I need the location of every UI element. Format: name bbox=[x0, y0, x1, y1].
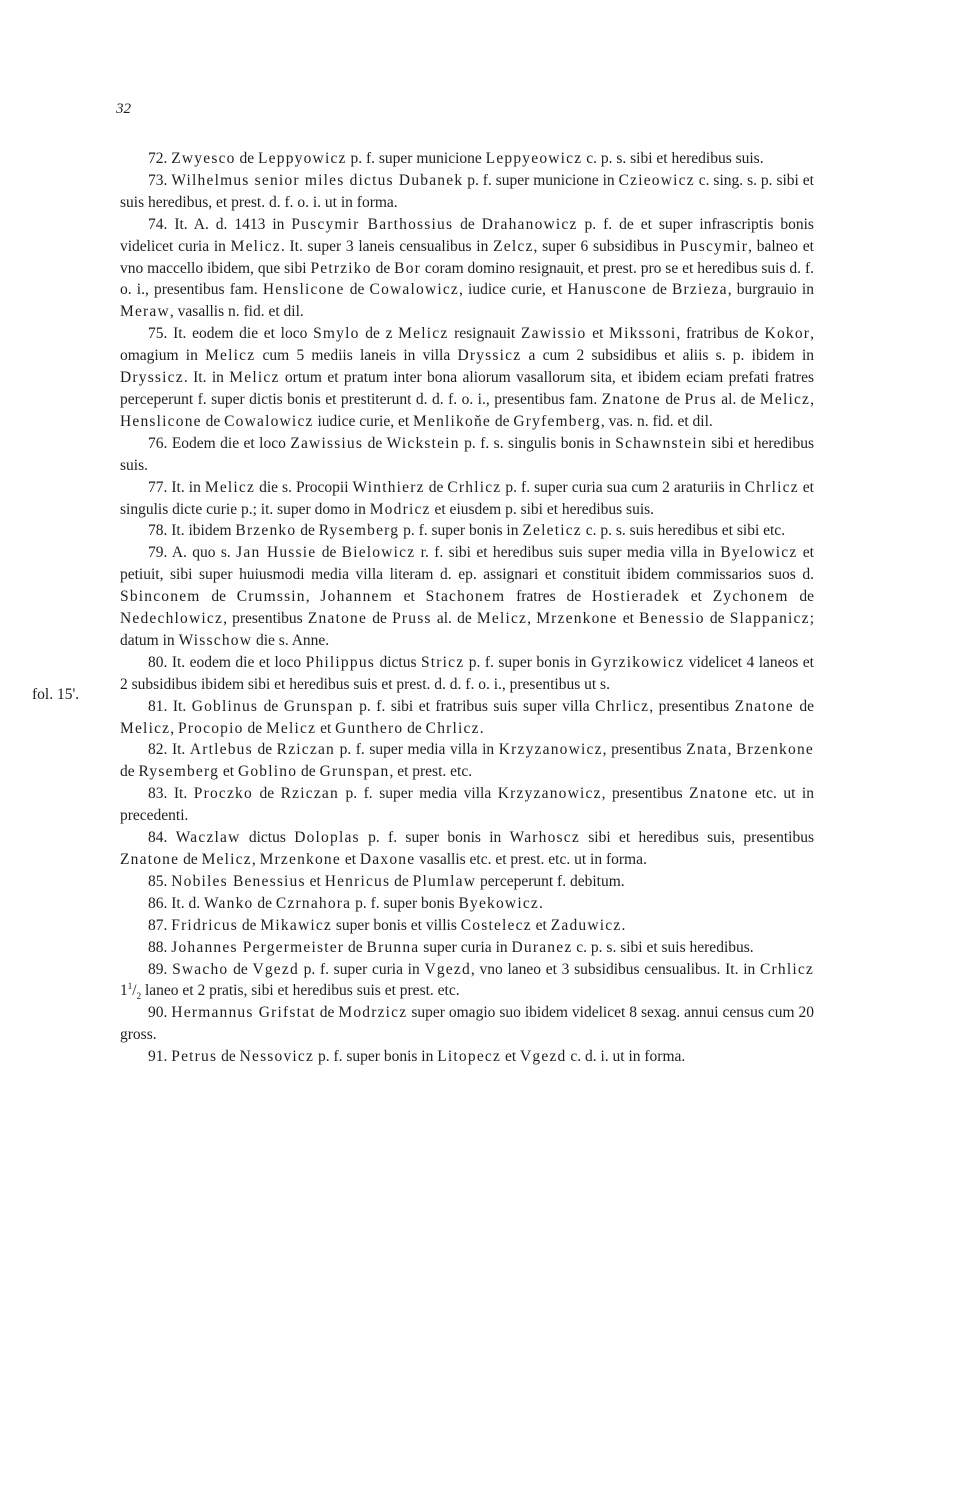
text-run: de bbox=[403, 719, 426, 737]
text-run: super curia in bbox=[419, 938, 512, 956]
text-run: p. f. super bonis in bbox=[359, 829, 510, 847]
text-run: , et prest. etc. bbox=[389, 763, 473, 781]
text-run: de bbox=[647, 281, 673, 299]
proper-name: Henslicone bbox=[262, 281, 345, 299]
proper-name: Leppyowicz bbox=[258, 150, 347, 167]
proper-name: Henslicone bbox=[120, 412, 202, 430]
proper-name: Zeleticz bbox=[522, 522, 582, 540]
text-run: ortum et pratum inter bona aliorum vasallorum sita, et ibidem eciam prefati fratres perceperunt f. super dictis bonis et prestiterunt d. d. f. o. i., presentibus fam. bbox=[120, 369, 814, 408]
proper-name: Byekowicz bbox=[458, 894, 539, 912]
proper-name: Wilhelmus senior miles dictus Dubanek bbox=[171, 171, 464, 189]
text-run: de bbox=[363, 434, 387, 452]
text-run: p. f. super municione bbox=[346, 150, 486, 167]
entry-paragraph bbox=[120, 148, 814, 170]
text-run: p. f. super municione in bbox=[463, 171, 619, 189]
proper-name: Melicz bbox=[120, 719, 171, 737]
text-run: die s. Anne. bbox=[252, 631, 330, 649]
proper-name: Melicz bbox=[476, 610, 528, 628]
text-run: p. f. super curia sua cum 2 araturiis in bbox=[501, 478, 745, 496]
text-run: 87. bbox=[148, 916, 172, 934]
text-run: 90. bbox=[148, 1004, 172, 1022]
proper-name: Schawnstein bbox=[615, 434, 707, 452]
proper-name: Mrzenkone bbox=[536, 610, 618, 628]
proper-name: Crhlicz bbox=[447, 478, 502, 496]
proper-name: Wickstein bbox=[386, 434, 460, 452]
proper-name: Melicz bbox=[398, 325, 449, 343]
entry-paragraph bbox=[120, 214, 814, 324]
text-run: , bbox=[251, 851, 260, 868]
text-run: super bonis et villis bbox=[332, 916, 461, 934]
entry-paragraph bbox=[120, 652, 814, 696]
proper-name: Costelecz bbox=[460, 916, 532, 934]
proper-name: Brzieza bbox=[672, 281, 728, 299]
proper-name: Benessio bbox=[639, 610, 705, 628]
proper-name: Doloplas bbox=[294, 829, 360, 847]
proper-name: Vgezd bbox=[424, 960, 471, 978]
text-run: et bbox=[501, 1048, 521, 1066]
text-run: de bbox=[491, 412, 514, 430]
text-run: de bbox=[217, 1048, 240, 1066]
proper-name: Chrlicz bbox=[595, 697, 650, 715]
proper-name: Procopio bbox=[177, 719, 244, 737]
proper-name: Melicz bbox=[229, 369, 280, 387]
proper-name: Plumlaw bbox=[412, 872, 477, 890]
proper-name: Znatone bbox=[689, 785, 749, 803]
text-run: sibi et heredibus suis, presentibus bbox=[579, 829, 815, 847]
text-run: 88. bbox=[148, 938, 172, 956]
proper-name: Mikawicz bbox=[260, 916, 332, 934]
proper-name: Menlikoňe bbox=[413, 412, 491, 430]
text-run: de bbox=[424, 478, 448, 496]
proper-name: Melicz bbox=[759, 390, 811, 408]
proper-name: Cowalowicz bbox=[224, 412, 314, 430]
text-run: , omagium in bbox=[120, 325, 815, 365]
text-run: al. de bbox=[431, 610, 477, 628]
text-run: super omagio suo ibidem videlicet 8 sexag. annui census cum 20 gross. bbox=[120, 1004, 814, 1044]
text-run: et bbox=[586, 325, 610, 343]
proper-name: Proczko bbox=[193, 785, 253, 803]
proper-name: Bielowicz bbox=[341, 544, 416, 562]
text-run: . bbox=[538, 894, 543, 912]
text-run: de bbox=[660, 390, 685, 408]
proper-name: Cowalowicz bbox=[369, 281, 460, 299]
proper-name: Chrlicz bbox=[425, 719, 480, 737]
proper-name: Bor bbox=[394, 259, 422, 277]
proper-name: Chrlicz bbox=[744, 478, 799, 496]
entry-paragraph bbox=[120, 959, 814, 1003]
proper-name: Brzenkone bbox=[736, 741, 814, 759]
text-run: videlicet 4 laneos et 2 subsidibus ibidem sibi et heredibus suis et prest. d. d. f. o. i., presentibus ut s. bbox=[120, 653, 814, 693]
proper-name: Zwyesco bbox=[171, 150, 236, 167]
proper-name: Wanko bbox=[203, 894, 254, 912]
entry-paragraph bbox=[120, 915, 814, 937]
entry-paragraph bbox=[120, 696, 814, 740]
proper-name: Zawissio bbox=[520, 325, 587, 343]
text-run: , fratribus de bbox=[676, 325, 765, 343]
proper-name: Dryssicz bbox=[120, 369, 184, 387]
proper-name: Grunspan bbox=[319, 763, 390, 781]
proper-name: Stricz bbox=[420, 653, 465, 671]
text-run: a cum 2 subsidibus et aliis s. p. ibidem in bbox=[521, 347, 814, 365]
entry-paragraph bbox=[120, 893, 814, 915]
text-run: 86. It. d. bbox=[148, 894, 204, 912]
proper-name: Fridricus bbox=[171, 916, 239, 934]
text-run: 77. It. in bbox=[148, 478, 205, 496]
entry-paragraph bbox=[120, 520, 814, 542]
proper-name: Crhlicz bbox=[759, 960, 814, 978]
text-run: . bbox=[621, 916, 626, 934]
entry-paragraph bbox=[120, 937, 814, 959]
text-run: de bbox=[179, 851, 202, 868]
proper-name: Modricz bbox=[369, 500, 431, 518]
text-run: resignauit bbox=[448, 325, 521, 343]
text-run: 82. It. bbox=[148, 741, 190, 759]
entry-paragraph bbox=[120, 783, 814, 827]
text-run: , burgrauio in bbox=[727, 281, 814, 299]
text-run: 81. It. bbox=[148, 697, 192, 715]
proper-name: Hanuscone bbox=[567, 281, 648, 299]
text-run: et bbox=[531, 916, 551, 934]
proper-name: Wisschow bbox=[178, 631, 253, 649]
text-run: de bbox=[252, 741, 277, 759]
body-text bbox=[120, 148, 814, 1068]
proper-name: Hermannus Grifstat bbox=[171, 1004, 316, 1022]
text-run: de bbox=[371, 259, 395, 277]
text-run: , iudice curie, et bbox=[459, 281, 568, 299]
text-run: 76. Eodem die et loco bbox=[148, 434, 291, 452]
text-run: , vno laneo et 3 subsidibus censualibus. It. in bbox=[470, 960, 760, 978]
proper-name: Johannem bbox=[320, 588, 393, 606]
proper-name: Rziczan bbox=[276, 741, 335, 759]
proper-name: Nedechlowicz bbox=[120, 610, 224, 628]
proper-name: Prus bbox=[684, 390, 717, 408]
text-run: 83. It. bbox=[148, 785, 194, 803]
proper-name: Zychonem bbox=[712, 588, 789, 606]
text-run: c. sing. s. p. sibi et suis heredibus, et prest. d. f. o. i. ut in forma. bbox=[120, 171, 814, 211]
text-run: . bbox=[479, 719, 484, 737]
text-run: 74. It. A. d. 1413 in bbox=[148, 215, 292, 233]
text-run: de bbox=[315, 1004, 339, 1022]
text-run: p. f. de et super infrascriptis bonis videlicet curia in bbox=[120, 215, 814, 255]
text-run: et eiusdem p. sibi et heredibus suis. bbox=[430, 500, 655, 518]
margin-note-folio: fol. 15'. bbox=[32, 686, 80, 703]
text-run: dictus bbox=[240, 829, 295, 847]
entry-paragraph bbox=[120, 542, 814, 652]
text-run: de bbox=[316, 544, 342, 562]
text-run: 80. It. eodem die et loco bbox=[148, 653, 306, 671]
entry-paragraph bbox=[120, 871, 814, 893]
text-run: p. f. super bonis in bbox=[464, 653, 591, 671]
proper-name: Smylo bbox=[313, 325, 360, 343]
text-run: etc. ut in precedenti. bbox=[120, 785, 814, 825]
proper-name: Gunthero bbox=[335, 719, 404, 737]
text-run: perceperunt f. debitum. bbox=[476, 872, 625, 890]
text-run: sibi et heredibus suis. bbox=[120, 434, 814, 474]
text-run: 1 bbox=[120, 982, 128, 1000]
text-run: dictus bbox=[375, 653, 421, 671]
text-run: . It. super 3 laneis censualibus in bbox=[280, 237, 494, 255]
text-run: p. f. super media villa in bbox=[334, 741, 499, 759]
text-run: 84. bbox=[148, 829, 176, 847]
text-run: de z bbox=[359, 325, 399, 343]
text-run: de bbox=[367, 610, 393, 628]
text-run: die s. Procopii bbox=[255, 478, 353, 496]
proper-name: Artlebus bbox=[189, 741, 253, 759]
text-run: cum 5 mediis laneis in villa bbox=[255, 347, 458, 365]
text-run: , presentibus bbox=[602, 741, 687, 759]
proper-name: Winthierz bbox=[352, 478, 425, 496]
proper-name: Melicz bbox=[230, 237, 281, 255]
text-run: , super 6 subsidibus in bbox=[533, 237, 680, 255]
text-run: r. f. sibi et heredibus suis super media villa in bbox=[415, 544, 721, 562]
text-run: p. f. super bonis in bbox=[314, 1048, 438, 1066]
proper-name: Drahanowicz bbox=[481, 215, 578, 233]
text-run: , bbox=[527, 610, 537, 628]
text-run: , presentibus bbox=[223, 610, 308, 628]
entry-paragraph bbox=[120, 1046, 814, 1068]
text-run: 89. bbox=[148, 960, 173, 978]
text-run: p. f. sibi et fratribus suis super villa bbox=[353, 697, 596, 715]
text-run: 73. bbox=[148, 171, 172, 189]
proper-name: Brunna bbox=[366, 938, 420, 956]
text-run: iudice curie, et bbox=[313, 412, 414, 430]
text-run: c. p. s. sibi et suis heredibus. bbox=[572, 938, 754, 956]
proper-name: Znata bbox=[686, 741, 728, 759]
text-run: de bbox=[228, 960, 253, 978]
text-run: de bbox=[344, 281, 370, 299]
proper-name: Vgezd bbox=[520, 1048, 567, 1066]
proper-name: Johannes Pergermeister bbox=[171, 938, 345, 956]
proper-name: Melicz bbox=[205, 347, 256, 365]
text-run: 91. bbox=[148, 1048, 172, 1066]
text-run: , bbox=[810, 390, 814, 408]
text-run: c. p. s. sibi et heredibus suis. bbox=[582, 150, 764, 167]
text-run: et bbox=[617, 610, 640, 628]
text-run: 2 bbox=[136, 991, 142, 1002]
text-run: de bbox=[788, 588, 815, 606]
proper-name: Rysemberg bbox=[318, 522, 400, 540]
proper-name: Brzenko bbox=[235, 522, 297, 540]
text-run: . It. in bbox=[183, 369, 230, 387]
text-run: al. de bbox=[716, 390, 760, 408]
text-run: , balneo et vno maccello ibidem, que sibi bbox=[120, 237, 814, 277]
text-run: p. f. super media villa bbox=[338, 785, 498, 803]
proper-name: Vgezd bbox=[252, 960, 299, 978]
text-run: , bbox=[170, 719, 178, 737]
text-run: de bbox=[344, 938, 367, 956]
text-run: / bbox=[132, 982, 137, 1000]
proper-name: Daxone bbox=[359, 851, 416, 868]
proper-name: Philippus bbox=[305, 653, 375, 671]
proper-name: Znatone bbox=[307, 610, 368, 628]
text-run: 72. bbox=[148, 150, 172, 167]
entry-paragraph bbox=[120, 323, 814, 433]
text-run: de bbox=[793, 697, 814, 715]
text-run: de bbox=[201, 412, 225, 430]
page-number: 32 bbox=[116, 101, 131, 117]
proper-name: Grunspan bbox=[283, 697, 354, 715]
entry-paragraph bbox=[120, 477, 814, 521]
text-run: 85. bbox=[148, 872, 172, 890]
proper-name: Czrnahora bbox=[275, 894, 352, 912]
text-run: c. d. i. ut in forma. bbox=[566, 1048, 686, 1066]
proper-name: Henricus bbox=[324, 872, 391, 890]
text-run: de bbox=[243, 719, 266, 737]
text-run: et petiuit, sibi super huiusmodi media villa literam d. ep. assignari et constituit ibidem commissarios suos d. bbox=[120, 544, 814, 584]
proper-name: Rziczan bbox=[280, 785, 339, 803]
text-run: de bbox=[200, 588, 237, 606]
text-run: p. f. super bonis bbox=[351, 894, 459, 912]
proper-name: Swacho bbox=[172, 960, 229, 978]
text-run: 79. A. quo s. bbox=[148, 544, 237, 562]
text-run: , vasallis n. fid. et dil. bbox=[169, 303, 304, 321]
entry-paragraph bbox=[120, 739, 814, 783]
text-run: et bbox=[305, 872, 325, 890]
proper-name: Melicz bbox=[265, 719, 317, 737]
text-run: fratres de bbox=[505, 588, 592, 606]
proper-name: Goblino bbox=[237, 763, 298, 781]
text-run: ; datum in bbox=[120, 610, 815, 649]
proper-name: Kokor bbox=[764, 325, 811, 343]
entry-paragraph bbox=[120, 827, 814, 871]
text-run: coram domino resignauit, et prest. pro se et heredibus suis d. f. o. i., presentibus fam. bbox=[120, 259, 814, 299]
proper-name: Crumssin bbox=[236, 588, 306, 606]
entry-paragraph bbox=[120, 1002, 814, 1046]
proper-name: Gryfemberg bbox=[513, 412, 601, 430]
text-run: et bbox=[392, 588, 426, 606]
proper-name: Krzyzanowicz bbox=[497, 785, 602, 803]
proper-name: Zawissius bbox=[290, 434, 364, 452]
proper-name: Nessovicz bbox=[239, 1048, 315, 1066]
proper-name: Meraw bbox=[120, 303, 170, 321]
proper-name: Znatone bbox=[734, 697, 794, 715]
proper-name: Duranez bbox=[511, 938, 573, 956]
proper-name: Puscymir Barthossius bbox=[291, 215, 454, 233]
text-run: , vas. n. fid. et dil. bbox=[600, 412, 713, 430]
text-run: et bbox=[316, 719, 336, 737]
text-run: p. f. super bonis in bbox=[399, 522, 523, 540]
proper-name: Znatone bbox=[120, 851, 180, 868]
text-run: laneo et 2 pratis, sibi et heredibus suis et prest. etc. bbox=[141, 982, 460, 1000]
text-run: et singulis dicte curie p.; it. super domo in bbox=[120, 478, 814, 518]
proper-name: Petrus bbox=[171, 1048, 218, 1066]
text-run: p. f. s. singulis bonis in bbox=[459, 434, 616, 452]
text-run: 75. It. eodem die et loco bbox=[148, 325, 314, 343]
entry-paragraph bbox=[120, 433, 814, 477]
proper-name: Zaduwicz bbox=[550, 916, 622, 934]
text-run: vasallis etc. et prest. etc. ut in forma. bbox=[415, 851, 647, 868]
text-run: de bbox=[253, 894, 276, 912]
proper-name: Hostieradek bbox=[591, 588, 680, 606]
text-run: p. f. super curia in bbox=[298, 960, 425, 978]
text-run: de bbox=[453, 215, 482, 233]
text-run: et bbox=[679, 588, 713, 606]
proper-name: Goblinus bbox=[191, 697, 259, 715]
proper-name: Krzyzanowicz bbox=[498, 741, 603, 759]
proper-name: Litopecz bbox=[437, 1048, 502, 1066]
text-run: de bbox=[120, 763, 139, 781]
text-run: de bbox=[704, 610, 730, 628]
text-run: , presentibus bbox=[601, 785, 690, 803]
proper-name: Modrzicz bbox=[338, 1004, 408, 1022]
proper-name: Slappanicz bbox=[729, 610, 810, 628]
proper-name: Gyrzikowicz bbox=[590, 653, 685, 671]
proper-name: Rysemberg bbox=[138, 763, 220, 781]
proper-name: Byelowicz bbox=[720, 544, 798, 562]
proper-name: Jan Hussie bbox=[236, 544, 317, 562]
proper-name: Mikssoni bbox=[609, 325, 677, 343]
proper-name: Pruss bbox=[392, 610, 432, 628]
text-run: de bbox=[296, 522, 319, 540]
proper-name: Mrzenkone bbox=[259, 851, 341, 868]
proper-name: Znatone bbox=[601, 390, 661, 408]
text-run: de bbox=[252, 785, 281, 803]
text-run: , bbox=[305, 588, 321, 606]
proper-name: Petrziko bbox=[310, 259, 372, 277]
text-run: et bbox=[340, 851, 360, 868]
text-run: de bbox=[390, 872, 413, 890]
text-run: de bbox=[297, 763, 320, 781]
text-run: et bbox=[219, 763, 238, 781]
text-run: de bbox=[235, 150, 258, 167]
text-run: , presentibus bbox=[649, 697, 735, 715]
text-run: de bbox=[258, 697, 284, 715]
entry-paragraph bbox=[120, 170, 814, 214]
text-run: c. p. s. suis heredibus et sibi etc. bbox=[581, 522, 786, 540]
proper-name: Warhoscz bbox=[509, 829, 580, 847]
proper-name: Melicz bbox=[204, 478, 256, 496]
proper-name: Leppyeowicz bbox=[485, 150, 583, 167]
proper-name: Nobiles Benessius bbox=[171, 872, 306, 890]
proper-name: Stachonem bbox=[425, 588, 506, 606]
proper-name: Sbinconem bbox=[120, 588, 201, 606]
proper-name: Melicz bbox=[201, 851, 252, 868]
proper-name: Puscymir bbox=[679, 237, 749, 255]
text-run: , bbox=[727, 741, 737, 759]
proper-name: Czieowicz bbox=[618, 171, 695, 189]
proper-name: Waczlaw bbox=[175, 829, 241, 847]
text-run: 1 bbox=[127, 981, 133, 992]
text-run: 78. It. ibidem bbox=[148, 522, 236, 540]
proper-name: Zelcz bbox=[493, 237, 534, 255]
text-run: de bbox=[238, 916, 261, 934]
proper-name: Dryssicz bbox=[457, 347, 522, 365]
